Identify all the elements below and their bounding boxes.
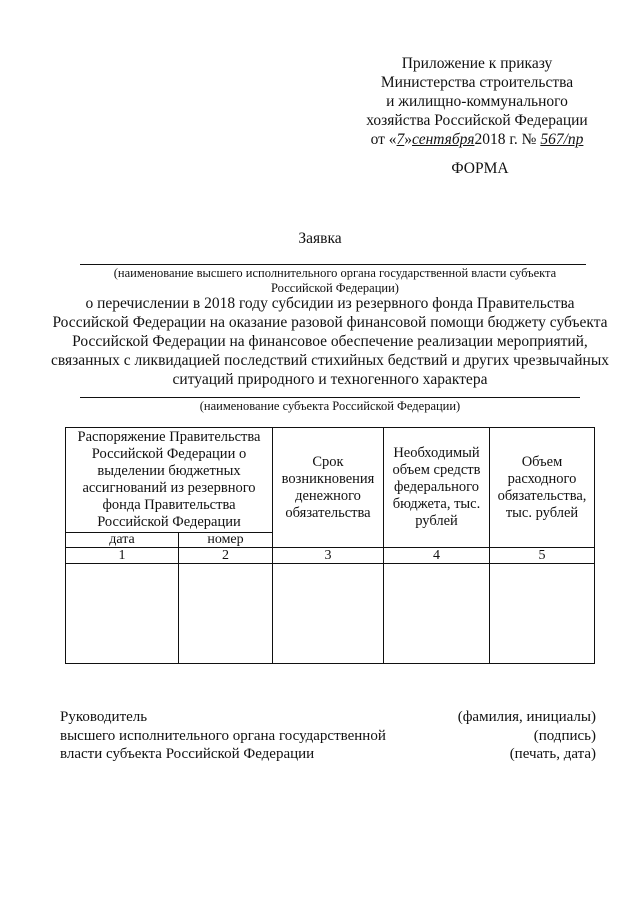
column-number: 1 <box>66 548 179 564</box>
subject-caption: (наименование субъекта Российской Федерации) <box>199 399 461 413</box>
column-number: 2 <box>179 548 273 564</box>
header-federal-funds: Необходимый объем средств федерального бюджета, тыс. рублей <box>384 428 490 548</box>
header-government-order: Распоряжение Правительства Российской Федерации о выделении бюджетных ассигнований из резервного фонда Правительства Российской Федерации <box>66 428 273 533</box>
column-number: 5 <box>490 548 595 564</box>
authority-fill-line <box>80 264 586 265</box>
table-cell-expenditure <box>490 564 595 664</box>
table-cell-date <box>66 564 179 664</box>
date-year: 2018 г. № <box>474 131 537 148</box>
appendix-line-2: Министерства строительства <box>380 74 574 91</box>
column-number: 3 <box>273 548 384 564</box>
purpose-line-5: ситуаций природного и техногенного характера <box>172 371 488 388</box>
table-header-row <box>66 428 595 533</box>
table-row <box>66 564 595 664</box>
signatory-line-3: власти субъекта Российской Федерации <box>60 746 315 762</box>
subheader-date: дата <box>66 533 179 548</box>
header-expenditure-volume: Объем расходного обязательства, тыс. рублей <box>490 428 595 548</box>
seal-date-field: (печать, дата) <box>509 746 596 762</box>
purpose-line-2: Российской Федерации на оказание разовой финансовой помощи бюджету субъекта <box>52 314 608 331</box>
signature-field: (подпись) <box>533 727 596 744</box>
purpose-text <box>50 294 610 389</box>
date-day: 7 <box>396 131 405 148</box>
table-cell-federal-funds <box>384 564 490 664</box>
table-cell-term <box>273 564 384 664</box>
appendix-line-4: хозяйства Российской Федерации <box>366 112 588 129</box>
date-prefix: от « <box>370 131 397 148</box>
signatory-line-1: Руководитель <box>60 709 148 725</box>
table-cell-number <box>179 564 273 664</box>
subject-fill-line <box>80 397 580 398</box>
signatory-line-2: высшего исполнительного органа государственной <box>60 727 386 744</box>
request-table <box>65 427 595 664</box>
date-mid: » <box>404 131 413 148</box>
appendix-line-1: Приложение к приказу <box>401 55 553 72</box>
signatory-block <box>60 708 420 764</box>
authority-caption: (наименование высшего исполнительного органа государственной власти субъекта Российской Федерации) <box>113 266 557 295</box>
appendix-date-line <box>352 130 602 149</box>
date-month: сентября <box>412 131 475 148</box>
table-numbering-row <box>66 548 595 564</box>
subheader-number: номер <box>179 533 273 548</box>
purpose-line-1: о перечислении в 2018 году субсидии из резервного фонда Правительства <box>85 295 575 312</box>
purpose-line-4: связанных с ликвидацией последствий стихийных бедствий и других чрезвычайных <box>51 352 609 369</box>
signature-fields <box>400 708 596 764</box>
form-label: ФОРМА <box>451 160 509 177</box>
column-number: 4 <box>384 548 490 564</box>
appendix-line-3: и жилищно-коммунального <box>386 93 568 110</box>
document-title: Заявка <box>298 230 342 247</box>
purpose-line-3: Российской Федерации на финансовое обеспечение реализации мероприятий, <box>72 333 588 350</box>
appendix-block <box>352 54 602 149</box>
name-initials-field: (фамилия, инициалы) <box>457 709 596 725</box>
header-obligation-term: Срок возникновения денежного обязательства <box>273 428 384 548</box>
order-number: 567/пр <box>540 131 584 148</box>
